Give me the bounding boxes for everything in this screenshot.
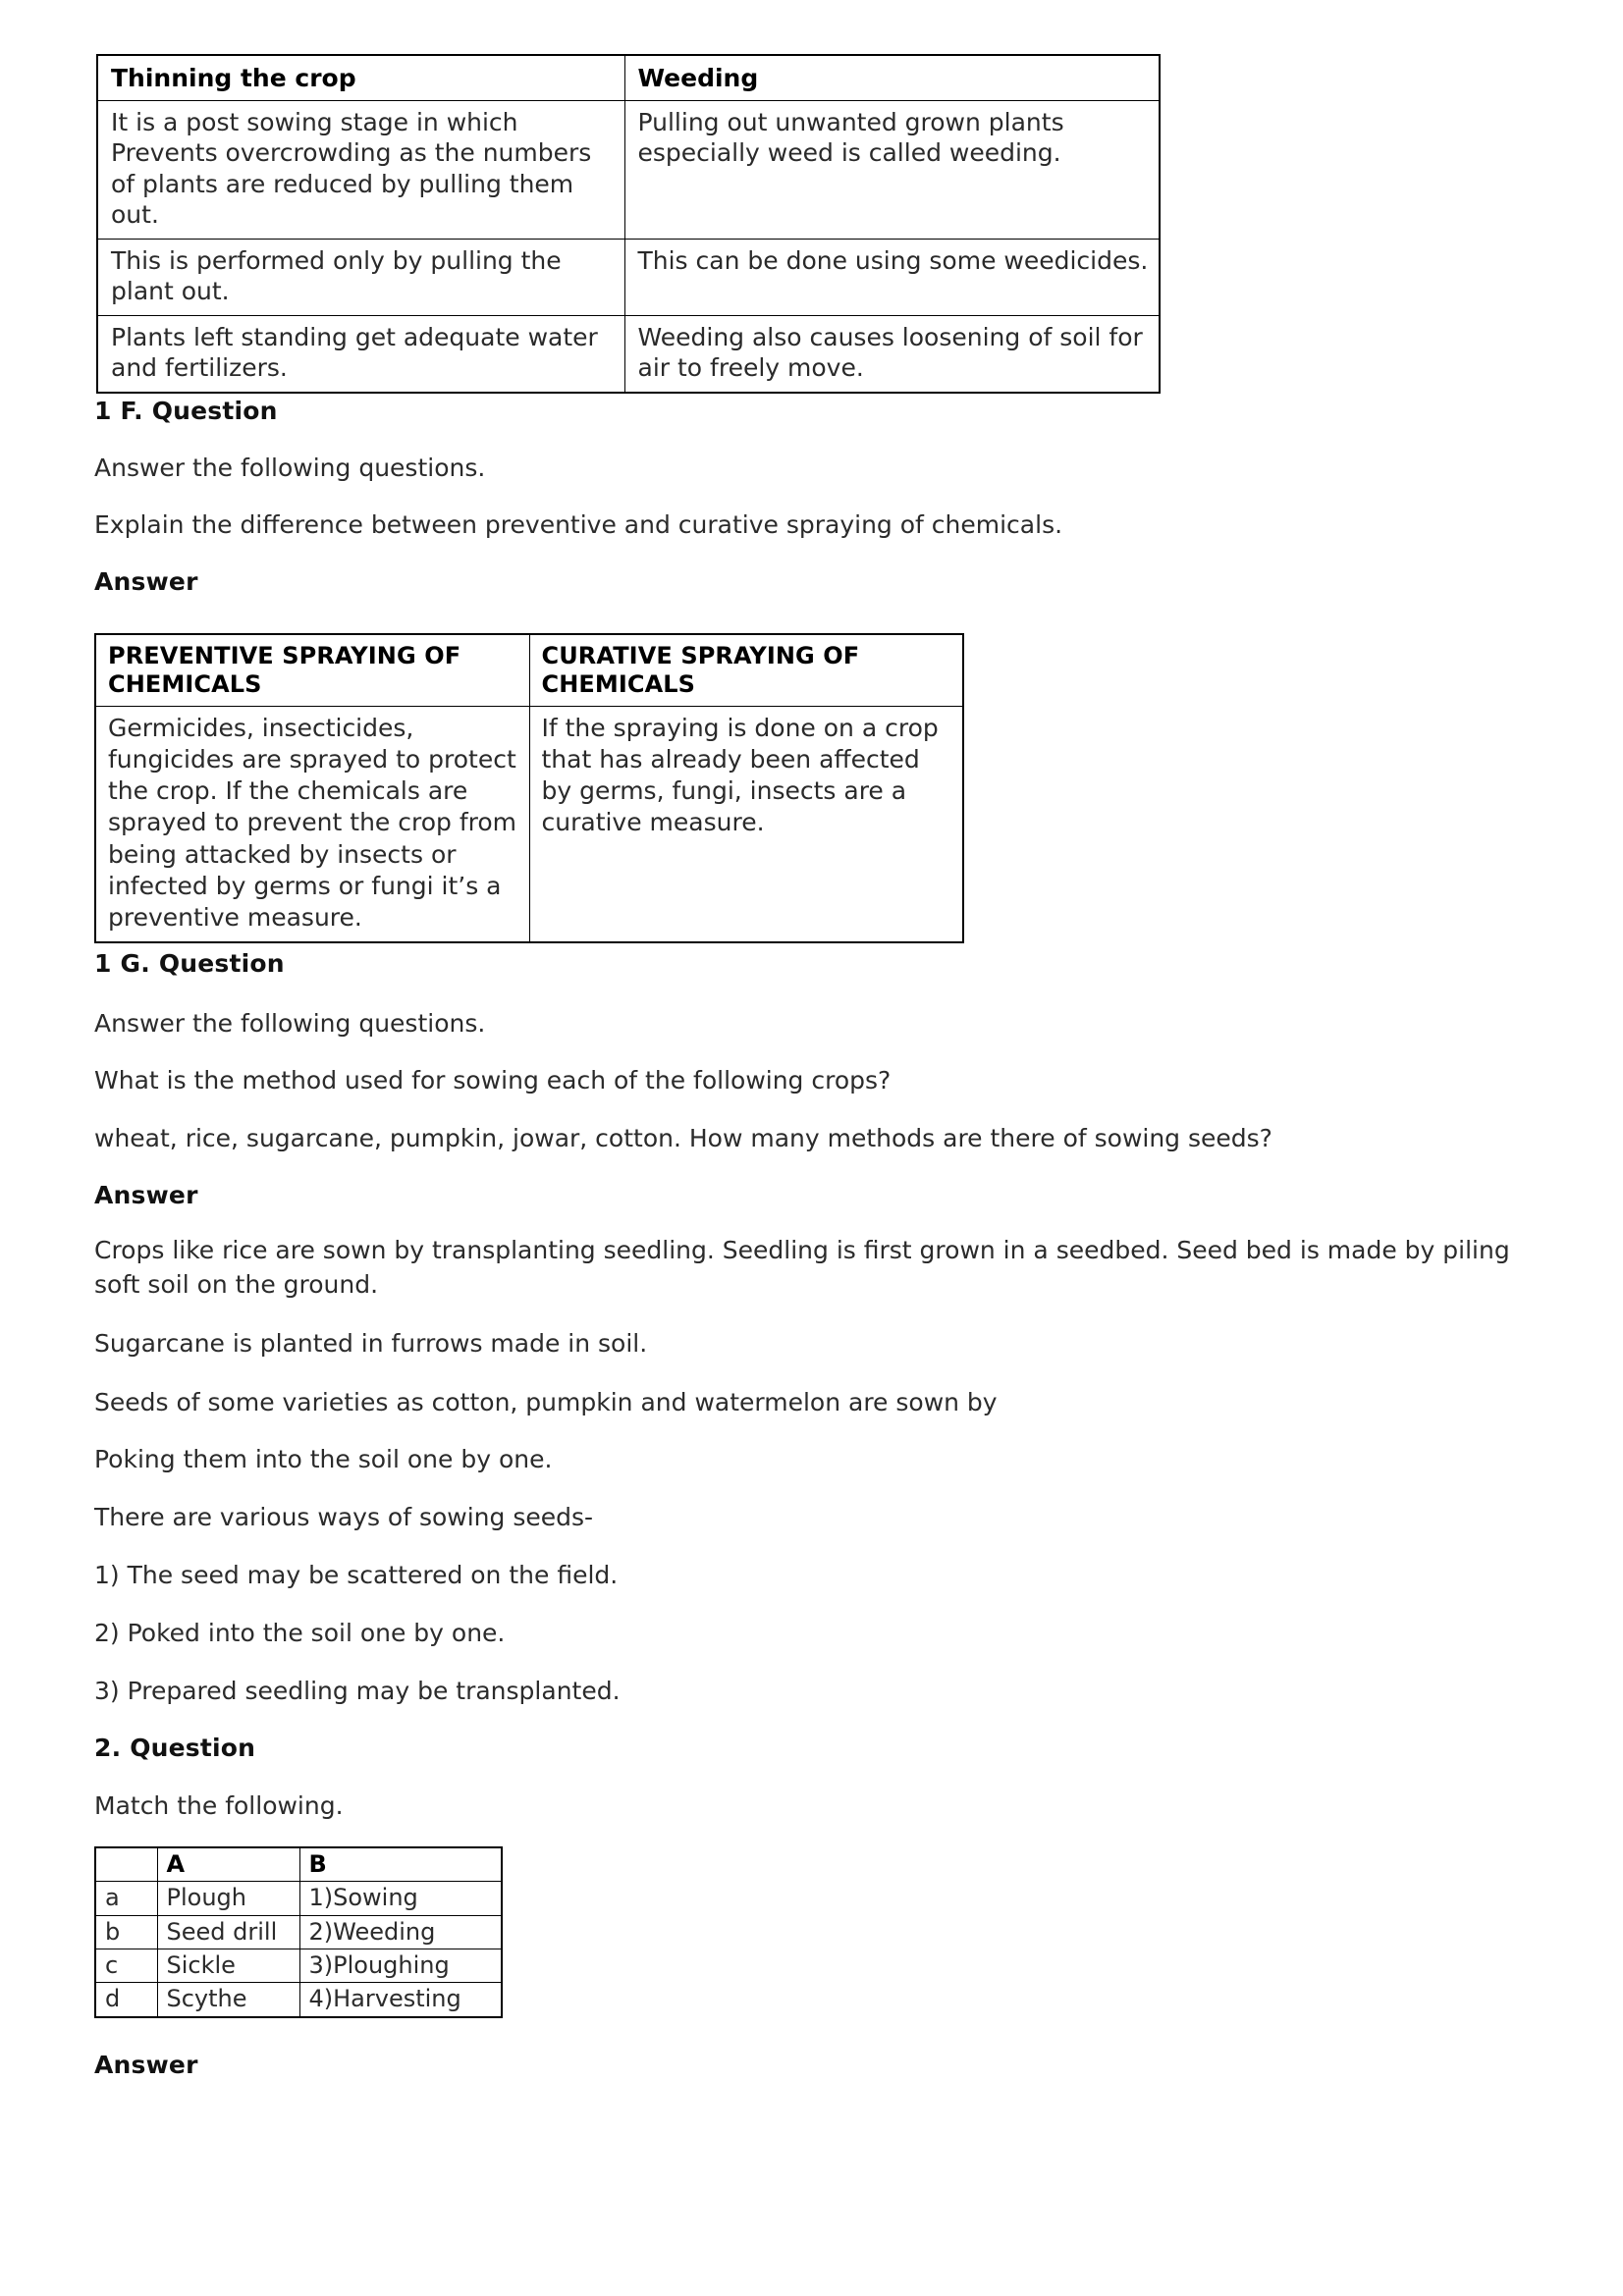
answer-paragraph-4: Poking them into the soil one by one. bbox=[94, 1445, 553, 1473]
match-cell-a-seed-drill: Seed drill bbox=[157, 1915, 299, 1949]
match-row-label-c: c bbox=[95, 1949, 157, 1982]
table-row bbox=[95, 1949, 502, 1982]
answer-label-1g: Answer bbox=[94, 1181, 198, 1209]
answer-label-1f: Answer bbox=[94, 567, 198, 596]
table-row bbox=[97, 315, 1160, 393]
table-row bbox=[97, 100, 1160, 239]
match-header-b: B bbox=[299, 1847, 502, 1882]
table-row bbox=[95, 1915, 502, 1949]
instruction-2: Match the following. bbox=[94, 1791, 344, 1820]
match-row-label-a: a bbox=[95, 1882, 157, 1915]
match-cell-a-scythe: Scythe bbox=[157, 1983, 299, 2017]
table-cell-preventive-spraying: Germicides, insecticides, fungicides are sprayed to protect the crop. If the chemicals are sprayed to prevent the crop from being attacked by insects or infected by germs or fungi it’s a preventive measure. bbox=[95, 706, 529, 942]
table-header-preventive-spraying: PREVENTIVE SPRAYING OF CHEMICALS bbox=[95, 634, 529, 706]
section-heading-1f: 1 F. Question bbox=[94, 397, 278, 425]
match-row-label-b: b bbox=[95, 1915, 157, 1949]
section-heading-2: 2. Question bbox=[94, 1734, 256, 1762]
answer-label-2: Answer bbox=[94, 2051, 198, 2079]
answer-paragraph-1: Crops like rice are sown by transplanting seedling. Seedling is first grown in a seedbed. Seed bed is made by piling soft soil on the ground. bbox=[94, 1236, 1510, 1299]
match-cell-a-sickle: Sickle bbox=[157, 1949, 299, 1982]
match-cell-a-plough: Plough bbox=[157, 1882, 299, 1915]
table-cell-weeding-2: This can be done using some weedicides. bbox=[624, 239, 1160, 315]
match-cell-b-harvesting: 4)Harvesting bbox=[299, 1983, 502, 2017]
instruction-1g: Answer the following questions. bbox=[94, 1009, 486, 1038]
table-cell-weeding-3: Weeding also causes loosening of soil for air to freely move. bbox=[624, 315, 1160, 393]
match-header-a: A bbox=[157, 1847, 299, 1882]
question-text-1g-line1: What is the method used for sowing each of the following crops? bbox=[94, 1066, 892, 1095]
table-header-weeding: Weeding bbox=[624, 55, 1160, 100]
answer-list-item-2: 2) Poked into the soil one by one. bbox=[94, 1619, 506, 1647]
question-text-1f: Explain the difference between preventive and curative spraying of chemicals. bbox=[94, 510, 1063, 539]
answer-paragraph-2: Sugarcane is planted in furrows made in soil. bbox=[94, 1329, 648, 1358]
table-cell-curative-spraying: If the spraying is done on a crop that has already been affected by germs, fungi, insects are a curative measure. bbox=[529, 706, 963, 942]
table-cell-thinning-1: It is a post sowing stage in which Prevents overcrowding as the numbers of plants are reduced by pulling them out. bbox=[97, 100, 624, 239]
match-the-following-table bbox=[94, 1846, 503, 2018]
answer-paragraph-5: There are various ways of sowing seeds- bbox=[94, 1503, 594, 1531]
table-cell-thinning-2: This is performed only by pulling the plant out. bbox=[97, 239, 624, 315]
table-header-thinning: Thinning the crop bbox=[97, 55, 624, 100]
match-cell-b-weeding: 2)Weeding bbox=[299, 1915, 502, 1949]
table-row bbox=[97, 239, 1160, 315]
table-row bbox=[95, 634, 963, 706]
answer-list-item-1: 1) The seed may be scattered on the field. bbox=[94, 1561, 619, 1589]
match-cell-b-sowing: 1)Sowing bbox=[299, 1882, 502, 1915]
table-row bbox=[95, 706, 963, 942]
table-header-curative-spraying: CURATIVE SPRAYING OF CHEMICALS bbox=[529, 634, 963, 706]
table-row bbox=[95, 1983, 502, 2017]
thinning-weeding-comparison-table bbox=[96, 54, 1161, 394]
table-row bbox=[97, 55, 1160, 100]
question-text-1g-line2: wheat, rice, sugarcane, pumpkin, jowar, cotton. How many methods are there of sowing seeds? bbox=[94, 1124, 1272, 1152]
match-cell-b-ploughing: 3)Ploughing bbox=[299, 1949, 502, 1982]
table-row bbox=[95, 1882, 502, 1915]
table-cell-thinning-3: Plants left standing get adequate water and fertilizers. bbox=[97, 315, 624, 393]
table-row bbox=[95, 1847, 502, 1882]
match-header-blank bbox=[95, 1847, 157, 1882]
spraying-comparison-table bbox=[94, 633, 964, 943]
instruction-1f: Answer the following questions. bbox=[94, 454, 486, 482]
answer-paragraph-3: Seeds of some varieties as cotton, pumpkin and watermelon are sown by bbox=[94, 1388, 998, 1416]
section-heading-1g: 1 G. Question bbox=[94, 949, 285, 978]
match-row-label-d: d bbox=[95, 1983, 157, 2017]
table-cell-weeding-1: Pulling out unwanted grown plants especially weed is called weeding. bbox=[624, 100, 1160, 239]
answer-list-item-3: 3) Prepared seedling may be transplanted. bbox=[94, 1677, 621, 1705]
